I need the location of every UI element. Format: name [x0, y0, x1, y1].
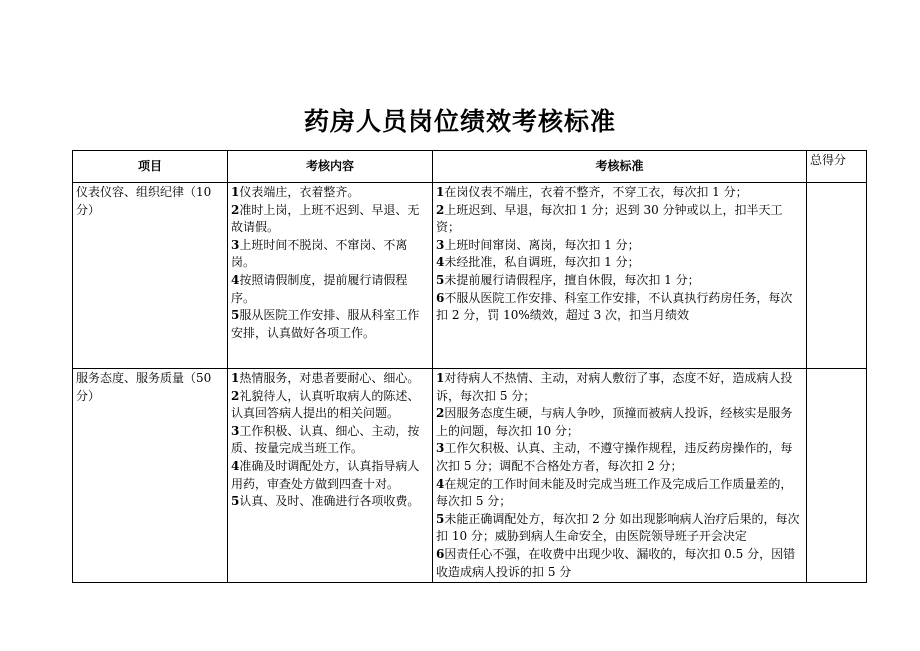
header-item: 项目 [73, 151, 228, 183]
standard-line: 1在岗仪表不端庄，衣着不整齐，不穿工衣，每次扣 1 分； [436, 185, 748, 199]
content-line: 1热情服务，对患者要耐心、细心。 [231, 371, 420, 385]
standard-line: 4在规定的工作时间未能及时完成当班工作及完成后工作质量差的，每次扣 5 分； [436, 476, 793, 509]
standard-line: 5未能正确调配处方，每次扣 2 分 如出现影响病人治疗后果的，每次扣 10 分；威胁到病人生命安全，由医院领导班子开会决定 [436, 511, 800, 544]
content-line: 2准时上岗，上班不迟到、早退、无故请假。 [231, 202, 420, 235]
content-line: 1仪表端庄，衣着整齐。 [231, 185, 360, 199]
standard-cell [433, 183, 807, 369]
table-row [73, 369, 867, 583]
content-line: 3工作积极、认真、细心、主动，按质、按量完成当班工作。 [231, 423, 420, 456]
content-cell [228, 369, 433, 583]
standard-line: 3上班时间窜岗、离岗，每次扣 1 分； [436, 237, 640, 252]
header-standard: 考核标准 [433, 151, 807, 183]
standard-line: 1对待病人不热情、主动，对病人敷衍了事，态度不好，造成病人投诉，每次扣 5 分； [436, 371, 793, 403]
standard-line: 6因责任心不强，在收费中出现少收、漏收的，每次扣 0.5 分，因错收造成病人投诉的扣 5 分 [436, 546, 796, 579]
header-content: 考核内容 [228, 151, 433, 183]
score-cell [807, 369, 867, 583]
standard-line: 2上班迟到、早退，每次扣 1 分；迟到 30 分钟或以上，扣半天工资； [436, 202, 783, 235]
content-line: 5认真、及时、准确进行各项收费。 [231, 494, 420, 509]
content-line: 3上班时间不脱岗、不窜岗、不离岗。 [231, 237, 408, 270]
content-cell [228, 183, 433, 369]
header-score: 总得分 [807, 151, 867, 183]
assessment-table [72, 150, 867, 583]
item-cell: 仪表仪容、组织纪律（10分） [73, 183, 228, 369]
standard-line: 5未提前履行请假程序，擅自休假，每次扣 1 分； [436, 272, 700, 287]
content-line: 2礼貌待人，认真听取病人的陈述、认真回答病人提出的相关问题。 [231, 388, 420, 421]
content-line: 4准确及时调配处方，认真指导病人用药，审查处方做到四查十对。 [231, 458, 420, 491]
standard-line: 2因服务态度生硬，与病人争吵，顶撞而被病人投诉，经核实是服务上的问题，每次扣 10 分； [436, 406, 793, 438]
table-header-row [73, 151, 867, 183]
standard-line: 4未经批准，私自调班，每次扣 1 分； [436, 255, 640, 270]
page-title: 药房人员岗位绩效考核标准 [303, 107, 616, 136]
score-cell [807, 183, 867, 369]
content-line: 4按照请假制度，提前履行请假程序。 [231, 272, 408, 305]
item-cell: 服务态度、服务质量（50分） [73, 369, 228, 583]
standard-line: 6不服从医院工作安排、科室工作安排，不认真执行药房任务，每次扣 2 分，罚 10%绩效，超过 3 次，扣当月绩效 [436, 290, 793, 323]
standard-line: 3工作欠积极、认真、主动，不遵守操作规程，违反药房操作的，每次扣 5 分；调配不合格处方者，每次扣 2 分； [436, 441, 793, 473]
standard-cell [433, 369, 807, 583]
table-row [73, 183, 867, 369]
content-line: 5服从医院工作安排、服从科室工作安排，认真做好各项工作。 [231, 308, 420, 340]
